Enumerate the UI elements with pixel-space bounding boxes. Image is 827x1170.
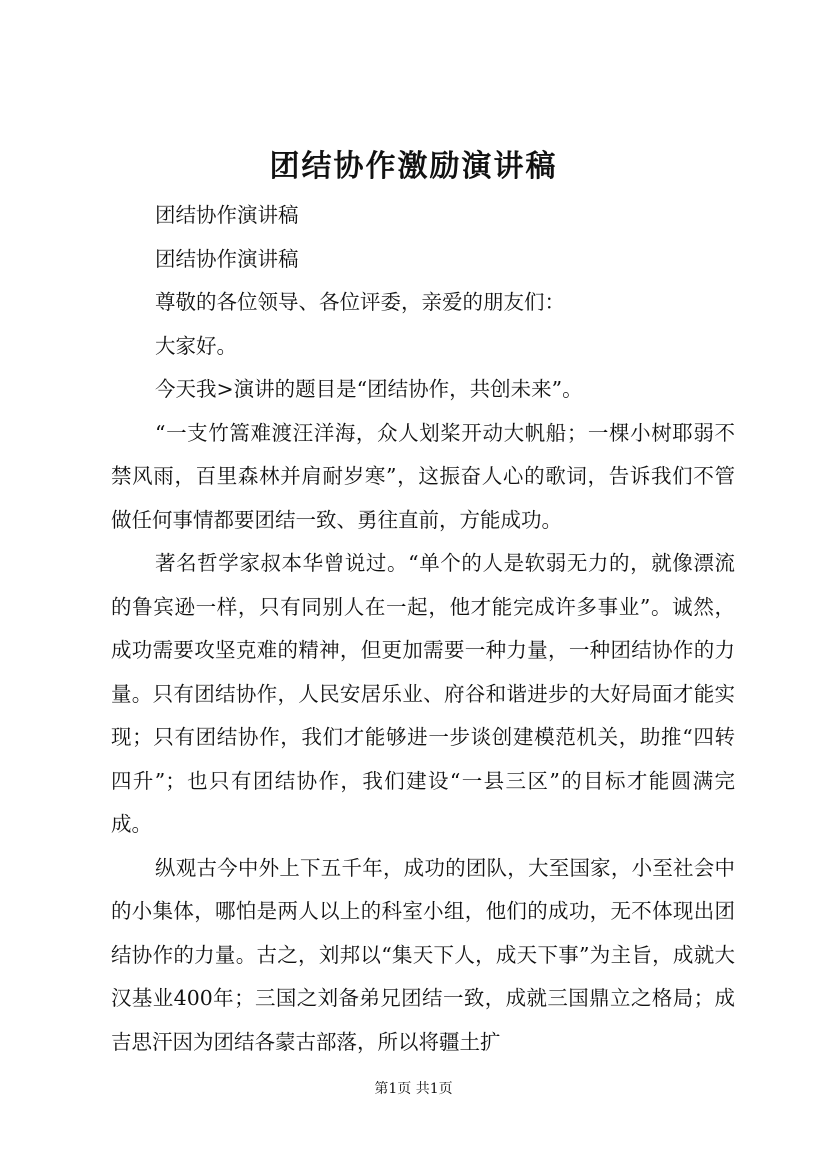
paragraph-greeting: 大家好。 — [155, 333, 237, 358]
paragraph-schopenhauer: 著名哲学家叔本华曾说过。“单个的人是软弱无力的，就像漂流的鲁宾逊一样，只有同别人在一起，他才能完成许多事业”。诚然，成功需要攻坚克难的精神，但更加需要一种力量，一种团结协作的力量。只有团结协作，人民安居乐业、府谷和谐进步的大好局面才能实现；只有团结协作，我们才能够进一步谈创建模范机关，助推“四转四升”；也只有团结协作，我们建设“一县三区”的目标才能圆满完成。 — [111, 551, 735, 836]
document-title: 团结协作激励演讲稿 — [269, 149, 558, 184]
paragraph-subtitle-1: 团结协作演讲稿 — [155, 203, 299, 227]
page-footer: 第1页 共1页 — [374, 1081, 453, 1097]
paragraph-salutation: 尊敬的各位领导、各位评委，亲爱的朋友们： — [155, 290, 565, 314]
paragraph-topic: 今天我>演讲的题目是“团结协作，共创未来”。 — [155, 377, 583, 401]
document-body — [111, 194, 735, 1064]
paragraph-history: 纵观古今中外上下五千年，成功的团队，大至国家，小至社会中的小集体，哪怕是两人以上的科室小组，他们的成功，无不体现出团结协作的力量。古之，刘邦以“集天下人，成天下事”为主旨，成就大汉基业400年；三国之刘备弟兄团结一致，成就三国鼎立之格局；成吉思汗因为团结各蒙古部落，所以将疆土扩 — [111, 855, 735, 1054]
paragraph-subtitle-2: 团结协作演讲稿 — [155, 246, 299, 271]
paragraph-song-lyrics: “一支竹篙难渡汪洋海，众人划桨开动大帆船；一棵小树耶弱不禁风雨，百里森林并肩耐岁寒”，这振奋人心的歌词，告诉我们不管做任何事情都要团结一致、勇往直前，方能成功。 — [111, 420, 735, 532]
